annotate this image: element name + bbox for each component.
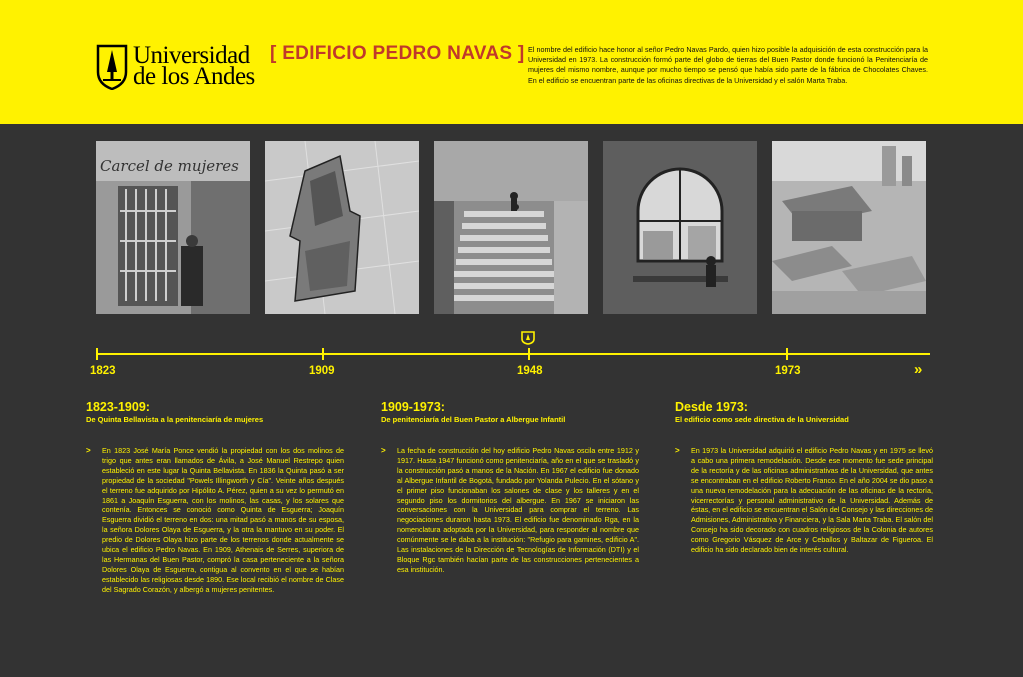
- bullet-arrow-icon: >: [86, 446, 91, 455]
- section-subtitle: El edificio como sede directiva de la Universidad: [675, 415, 849, 424]
- bullet-arrow-icon: >: [381, 446, 386, 455]
- photo-sign-text: Carcel de mujeres: [100, 157, 239, 175]
- timeline-year-1948: 1948: [517, 365, 543, 377]
- timeline-tick-1948: [528, 348, 530, 360]
- timeline-continue-arrow-icon: »: [914, 361, 923, 378]
- university-crest-icon: [95, 44, 129, 90]
- section-body: La fecha de construcción del hoy edificio Pedro Navas oscila entre 1912 y 1917. Hasta 1947 funcionó como penitenciaría, año en el que se trasladó y la construcción pasó a manos de la Nación. En 1967 el edificio fue donado al Albergue Infantil de Bogotá, fundado por Yolanda Pulecio. En el sótano y el primer piso funcionaban los salones de clase y los talleres y en el segundo piso los dormitorios del albergue. En 1967 se iniciaron las conversaciones con la Universidad para comprar el terreno. Las negociaciones duraron hasta 1973. El edificio fue denominado Rga, en la nomenclatura adoptada por la Universidad, para responder al nombre que comúnmente se le daba a la institución: "Refugio para gamines, edificio A". Las instalaciones de la Dirección de Tecnologías de Información (DTI) y el Bloque Rgc también hacían parte de las construcciones pertenecientes a esa institución.: [397, 446, 639, 574]
- section-body: En 1823 José María Ponce vendió la propiedad con los dos molinos de trigo que antes eran llamados de Ávila, a José Manuel Restrepo quien estableció en este lugar la Quinta Bellavista. En 1836 la Quinta pasó a ser propiedad de la sociedad "Powels Illingworth y Cía". Veinte años después el terreno fue adquirido por Hipólito A. Pérez, quien a su vez lo permutó en 1861 a Joaquín Esguerra, con los molinos, las casas, y los solares que contenía. Entonces se conoció como Quinta de Esguerra; Joaquín Esguerra dividió el terreno en dos: una mitad pasó a manos de su esposa, la señora Dolores Olaya de Esguerra, y la otra la mantuvo en su poder. El predio de Dolores Olaya hizo parte de los terrenos donde actualmente se ubica el edificio Pedro Navas. En 1909, Athenais de Serres, superiora de las Hermanas del Buen Pastor, compró la casa perteneciente a la señora Dolores Olaya de Esguerra, contigua al convento en el que se habían establecido las religiosas desde 1890. Ese local recibió el nombre de Clase del Sagrado Corazón, y albergó a mujeres penitentes.: [102, 446, 344, 594]
- timeline-tick-1973: [786, 348, 788, 360]
- intro-paragraph: El nombre del edificio hace honor al señor Pedro Navas Pardo, quien hizo posible la adquisición de esta construcción para la Universidad en 1973. La construcción formó parte del globo de tierras del Buen Pastor donde funcionó la Penitenciaría de mujeres del mismo nombre, aunque por mucho tiempo se pensó que había sido parte de la fábrica de Chocolates Chaves. En el edificio se encuentran parte de las oficinas directivas de la Universidad y el salón Marta Traba.: [528, 45, 928, 85]
- photo-arched-window: [603, 141, 757, 314]
- section-1909-1973: [381, 400, 639, 574]
- university-logo[interactable]: [95, 44, 255, 90]
- photo-stairs: [434, 141, 588, 314]
- section-desde-1973: [675, 400, 933, 555]
- timeline-year-1823: 1823: [90, 365, 116, 377]
- timeline-year-1973: 1973: [775, 365, 801, 377]
- photo-carcel-de-mujeres: [96, 141, 250, 314]
- header-band: [0, 0, 1023, 124]
- section-title: Desde 1973:: [675, 400, 748, 414]
- section-body: En 1973 la Universidad adquirió el edificio Pedro Navas y en 1975 se llevó a cabo una primera remodelación. Desde ese momento fue sede principal de la rectoría y de las oficinas administrativas de la Universidad, que antes se encontraban en el edificio Roberto Franco. En el año 2004 se dio paso a una nueva remodelación para la adecuación de las oficinas de la rectoría, vicerrectorías y personal administrativo de la Universidad. Además de éstas, en el edificio se encuentran el Salón del Consejo y las direcciones de Admisiones, Administrativa y Financiera, y la Sala Marta Traba. El salón del Consejo ha sido decorado con cuadros religiosos de la Colonia de autores como Gregorio Vásquez de Arce y Ceballos y Baltazar de Figueroa. El edificio ha sido declarado bien de interés cultural.: [691, 446, 933, 555]
- section-subtitle: De penitenciaría del Buen Pastor a Albergue Infantil: [381, 415, 566, 424]
- section-title: 1823-1909:: [86, 400, 150, 414]
- timeline-dotted-extension: [790, 353, 930, 355]
- section-1823-1909: [86, 400, 344, 594]
- timeline-tick-1909: [322, 348, 324, 360]
- university-marker-icon: [521, 331, 535, 345]
- timeline-tick-1823: [96, 348, 98, 360]
- photo-aerial-view: [772, 141, 926, 314]
- timeline-year-1909: 1909: [309, 365, 335, 377]
- logo-text-line2: de los Andes: [133, 63, 255, 90]
- logo-text-line1: Universidad: [133, 42, 250, 69]
- section-subtitle: De Quinta Bellavista a la penitenciaría de mujeres: [86, 415, 264, 424]
- page-title: [ EDIFICIO PEDRO NAVAS ]: [270, 43, 525, 64]
- bullet-arrow-icon: >: [675, 446, 680, 455]
- section-title: 1909-1973:: [381, 400, 445, 414]
- photo-site-plan: [265, 141, 419, 314]
